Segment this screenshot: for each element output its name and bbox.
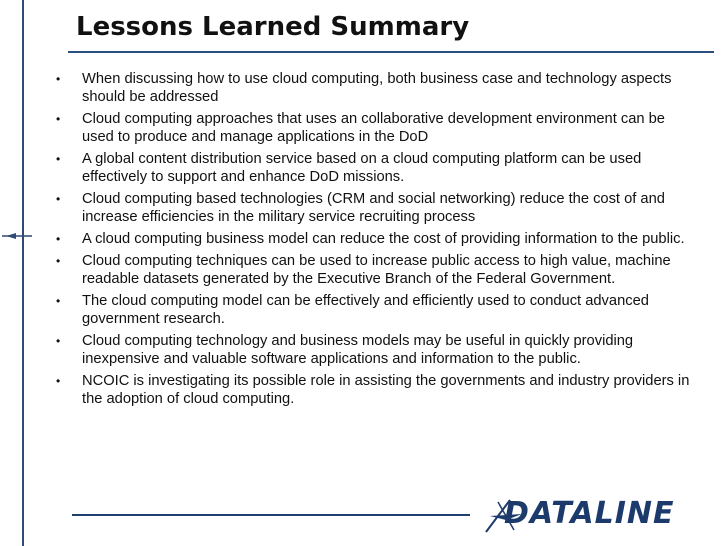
bullet-text: Cloud computing based technologies (CRM and social networking) reduce the cost of and increase efficiencies in the military service recruiting process	[82, 191, 665, 225]
dataline-logo	[484, 492, 696, 538]
bullet-item	[52, 190, 692, 226]
bullet-item	[52, 332, 692, 368]
title-underline	[68, 51, 714, 53]
left-vertical-rule	[22, 0, 24, 546]
bullet-text: Cloud computing techniques can be used to increase public access to high value, machine readable datasets generated by the Executive Branch of the Federal Government.	[82, 253, 671, 287]
bullet-list	[52, 70, 692, 412]
bullet-text: When discussing how to use cloud computing, both business case and technology aspects should be addressed	[82, 71, 672, 105]
bullet-item	[52, 70, 692, 106]
bullet-dot: •	[56, 294, 61, 308]
bullet-dot: •	[56, 334, 61, 348]
bullet-item	[52, 150, 692, 186]
footer-rule	[72, 514, 470, 516]
bullet-dot: •	[56, 152, 61, 166]
bullet-item	[52, 292, 692, 328]
bullet-dot: •	[56, 374, 61, 388]
bullet-text: The cloud computing model can be effectively and efficiently used to conduct advanced government research.	[82, 293, 649, 327]
bullet-dot: •	[56, 72, 61, 86]
bullet-text: A global content distribution service based on a cloud computing platform can be used effectively to support and enhance DoD missions.	[82, 151, 642, 185]
bullet-text: Cloud computing approaches that uses an collaborative development environment can be used to produce and manage applications in the DoD	[82, 111, 665, 145]
bullet-dot: •	[56, 112, 61, 126]
slide-title: Lessons Learned Summary	[76, 12, 470, 42]
bullet-item	[52, 230, 692, 248]
bullet-item	[52, 110, 692, 146]
logo-wordmark: DATALINE	[504, 496, 675, 531]
crosshair-mark-icon	[2, 224, 32, 246]
bullet-dot: •	[56, 254, 61, 268]
bullet-text: Cloud computing technology and business models may be useful in quickly providing inexpensive and valuable software applications and information to the public.	[82, 333, 634, 367]
bullet-text: NCOIC is investigating its possible role in assisting the governments and industry providers in the adoption of cloud computing.	[82, 373, 690, 407]
bullet-item	[52, 372, 692, 408]
bullet-dot: •	[56, 192, 61, 206]
bullet-dot: •	[56, 232, 61, 246]
bullet-text: A cloud computing business model can reduce the cost of providing information to the public.	[82, 231, 685, 247]
bullet-item	[52, 252, 692, 288]
